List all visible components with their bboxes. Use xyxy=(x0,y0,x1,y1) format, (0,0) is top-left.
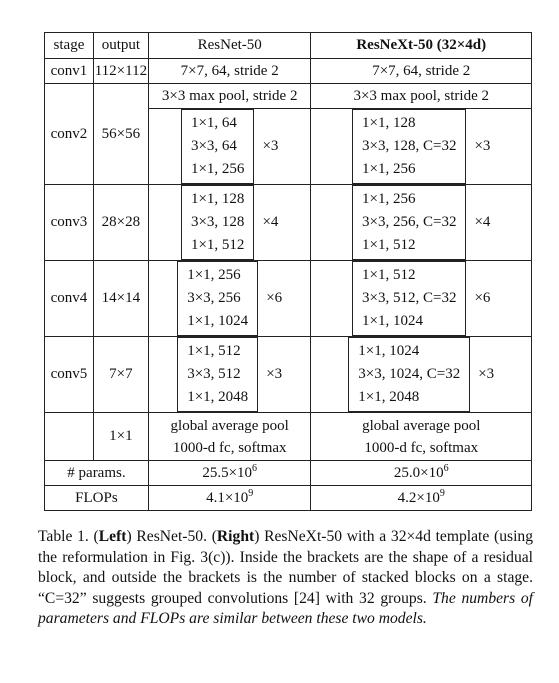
block-multiplier: ×3 xyxy=(266,366,283,382)
block-line: 1×1, 1024 xyxy=(358,343,420,359)
resnext-block xyxy=(311,109,532,185)
output-size: 112×112 xyxy=(93,59,148,84)
caption-prefix: Table 1. ( xyxy=(38,528,99,545)
block-line: 3×3, 512 xyxy=(187,366,241,382)
block-line: 1×1, 64 xyxy=(190,115,237,131)
block-line: 1×1, 512 xyxy=(190,237,245,253)
resnext-cell: 3×3 max pool, stride 2 xyxy=(311,84,532,109)
output-size: 56×56 xyxy=(93,84,148,185)
block-line: 1×1, 2048 xyxy=(187,389,249,405)
caption-right: Right xyxy=(216,528,255,545)
bracket xyxy=(352,109,466,184)
resnet-block xyxy=(148,185,311,261)
block-line: 3×3, 64 xyxy=(190,138,237,154)
resnext-block xyxy=(311,337,532,413)
table-row-final xyxy=(45,413,532,461)
block-line: 3×3, 128, C=32 xyxy=(362,138,457,154)
flops-value: 4.1×10 xyxy=(206,489,249,506)
resnext-params xyxy=(311,461,532,486)
resnet-cell xyxy=(148,413,311,461)
cell-line: global average pool xyxy=(170,417,289,434)
bracket xyxy=(352,261,466,336)
output-size: 14×14 xyxy=(93,261,148,337)
table-row-conv3 xyxy=(45,185,532,261)
params-exponent: 6 xyxy=(252,462,258,474)
table-row-conv1 xyxy=(45,59,532,84)
header-resnext: ResNeXt-50 (32×4d) xyxy=(311,33,532,59)
params-exponent: 6 xyxy=(443,462,449,474)
stage-label: conv2 xyxy=(45,84,94,185)
block-line: 1×1, 1024 xyxy=(362,313,423,329)
caption-body: ) ResNeXt-50 with a 32×4d template (using the reformulation in Fig. 3(c)). Inside the brackets are the shape of a residual block, and outside the brackets is the number of stacked blocks on a stage. “C=32” suggests grouped convolutions [24] with 32 groups. xyxy=(38,528,534,607)
cell-line: 1000-d fc, softmax xyxy=(364,439,479,456)
architecture-table xyxy=(44,32,532,511)
resnet-params xyxy=(148,461,311,486)
block-line: 1×1, 512 xyxy=(362,237,416,253)
block-multiplier: ×4 xyxy=(474,214,491,230)
header-resnet: ResNet-50 xyxy=(148,33,311,59)
block-line: 1×1, 256 xyxy=(190,161,245,177)
table-row-pool xyxy=(45,84,532,109)
block-line: 1×1, 256 xyxy=(362,191,416,207)
bracket xyxy=(352,185,466,260)
resnet-block xyxy=(148,337,311,413)
table-row-flops xyxy=(45,486,532,511)
stage-label: conv5 xyxy=(45,337,94,413)
block-line: 1×1, 1024 xyxy=(187,313,249,329)
block-multiplier: ×3 xyxy=(474,138,491,154)
cell-line: global average pool xyxy=(362,417,481,434)
flops-exponent: 9 xyxy=(248,487,254,499)
resnext-block xyxy=(311,185,532,261)
caption-left: Left xyxy=(98,528,127,545)
cell-line: 1000-d fc, softmax xyxy=(172,439,287,456)
bracket xyxy=(181,185,254,260)
block-line: 1×1, 128 xyxy=(190,191,245,207)
table-row-conv4 xyxy=(45,261,532,337)
resnet-cell: 3×3 max pool, stride 2 xyxy=(148,84,311,109)
resnet-block xyxy=(148,261,311,337)
table-row-params xyxy=(45,461,532,486)
block-line: 3×3, 128 xyxy=(190,214,245,230)
output-size: 28×28 xyxy=(93,185,148,261)
block-line: 1×1, 512 xyxy=(362,267,416,283)
resnext-cell: 7×7, 64, stride 2 xyxy=(311,59,532,84)
params-value: 25.0×10 xyxy=(393,464,444,481)
caption-italic: The numbers of parameters and FLOPs are similar between these two models. xyxy=(38,589,533,628)
resnext-block xyxy=(311,261,532,337)
table-caption xyxy=(38,527,533,630)
params-label: # params. xyxy=(45,461,149,486)
table-header-row xyxy=(45,33,532,59)
block-multiplier: ×6 xyxy=(474,290,491,306)
stage-label: conv3 xyxy=(45,185,94,261)
output-size: 7×7 xyxy=(93,337,148,413)
block-line: 3×3, 512, C=32 xyxy=(362,290,457,306)
block-multiplier: ×3 xyxy=(262,138,279,154)
resnext-flops xyxy=(311,486,532,511)
stage-label xyxy=(45,413,94,461)
bracket xyxy=(177,261,258,336)
flops-exponent: 9 xyxy=(439,487,445,499)
bracket xyxy=(177,337,258,412)
block-line: 3×3, 256, C=32 xyxy=(362,214,457,230)
block-multiplier: ×3 xyxy=(478,366,495,382)
stage-label: conv1 xyxy=(45,59,94,84)
resnet-cell: 7×7, 64, stride 2 xyxy=(148,59,311,84)
block-line: 1×1, 2048 xyxy=(358,389,420,405)
caption-mid: ) ResNet-50. ( xyxy=(126,528,217,545)
table-row-conv5 xyxy=(45,337,532,413)
block-line: 1×1, 512 xyxy=(187,343,241,359)
block-line: 1×1, 256 xyxy=(187,267,241,283)
flops-label: FLOPs xyxy=(45,486,149,511)
output-size: 1×1 xyxy=(93,413,148,461)
params-value: 25.5×10 xyxy=(202,464,253,481)
block-multiplier: ×6 xyxy=(266,290,283,306)
block-line: 1×1, 256 xyxy=(362,161,416,177)
block-line: 3×3, 1024, C=32 xyxy=(358,366,461,382)
bracket xyxy=(348,337,470,412)
resnet-flops xyxy=(148,486,311,511)
resnext-cell xyxy=(311,413,532,461)
bracket xyxy=(181,109,254,184)
flops-value: 4.2×10 xyxy=(397,489,440,506)
header-output: output xyxy=(93,33,148,59)
resnet-block xyxy=(148,109,311,185)
block-line: 3×3, 256 xyxy=(187,290,241,306)
header-stage: stage xyxy=(45,33,94,59)
block-line: 1×1, 128 xyxy=(362,115,416,131)
block-multiplier: ×4 xyxy=(262,214,279,230)
stage-label: conv4 xyxy=(45,261,94,337)
